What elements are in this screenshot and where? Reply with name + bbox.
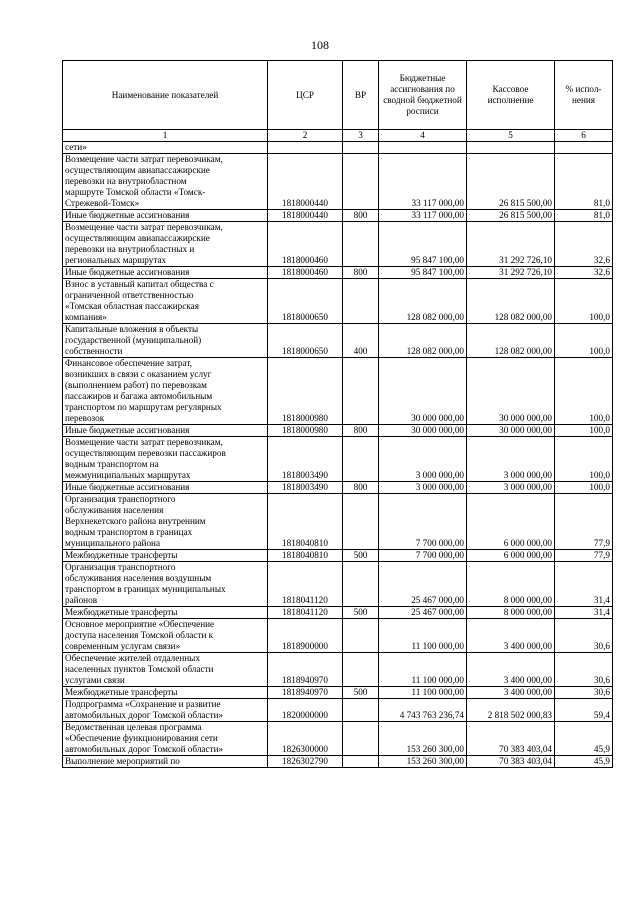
- row-cash-amount: 26 815 500,00: [467, 210, 555, 222]
- row-name: Ведомственная целевая программа «Обеспечение функционирования сети автомобильных дорог Томской области»: [63, 722, 268, 756]
- row-vr-code: [343, 562, 379, 607]
- row-execution-percent: 100,0: [555, 358, 613, 425]
- row-csr-code: 1826302790: [268, 756, 343, 768]
- row-cash-amount: 70 383 403,04: [467, 756, 555, 768]
- column-number-row: [63, 130, 613, 142]
- row-csr-code: 1818000440: [268, 210, 343, 222]
- row-budget-amount: 4 743 763 236,74: [379, 699, 467, 722]
- row-vr-code: 800: [343, 425, 379, 437]
- row-cash-amount: 128 082 000,00: [467, 279, 555, 324]
- row-execution-percent: 100,0: [555, 425, 613, 437]
- table-row: [63, 279, 613, 324]
- row-cash-amount: 31 292 726,10: [467, 222, 555, 267]
- row-budget-amount: 11 100 000,00: [379, 653, 467, 687]
- row-name: Иные бюджетные ассигнования: [63, 267, 268, 279]
- column-number: 2: [268, 130, 343, 142]
- header-name: Наименование показателей: [63, 61, 268, 130]
- row-vr-code: [343, 154, 379, 210]
- header-budget: Бюджетные ассигнования по сводной бюджетной росписи: [379, 61, 467, 130]
- row-csr-code: 1826300000: [268, 722, 343, 756]
- header-cash: Кассовое исполнение: [467, 61, 555, 130]
- row-csr-code: 1818000980: [268, 358, 343, 425]
- row-vr-code: [343, 699, 379, 722]
- row-name: Межбюджетные трансферты: [63, 607, 268, 619]
- row-csr-code: 1818000460: [268, 222, 343, 267]
- row-vr-code: [343, 279, 379, 324]
- row-name: Возмещение части затрат перевозчикам, осуществляющим авиапассажирские перевозки на внутриобластном маршруте Томской области «Томск- Стрежевой-Томск»: [63, 154, 268, 210]
- table-row: [63, 210, 613, 222]
- table-row: [63, 619, 613, 653]
- row-vr-code: 500: [343, 607, 379, 619]
- row-execution-percent: 31,4: [555, 562, 613, 607]
- row-cash-amount: 70 383 403,04: [467, 722, 555, 756]
- row-cash-amount: 31 292 726,10: [467, 267, 555, 279]
- row-name: Возмещение части затрат перевозчикам, осуществляющим авиапассажирские перевозки на внутриобластных и региональных маршрутах: [63, 222, 268, 267]
- row-cash-amount: 6 000 000,00: [467, 494, 555, 550]
- row-execution-percent: 59,4: [555, 699, 613, 722]
- row-budget-amount: 3 000 000,00: [379, 437, 467, 482]
- row-budget-amount: 128 082 000,00: [379, 324, 467, 358]
- row-vr-code: 500: [343, 550, 379, 562]
- row-execution-percent: 31,4: [555, 607, 613, 619]
- row-csr-code: 1818041120: [268, 562, 343, 607]
- column-number: 4: [379, 130, 467, 142]
- row-vr-code: [343, 756, 379, 768]
- row-csr-code: 1818900000: [268, 619, 343, 653]
- row-execution-percent: [555, 142, 613, 154]
- row-name: Обеспечение жителей отдаленных населенных пунктов Томской области услугами связи: [63, 653, 268, 687]
- row-budget-amount: 7 700 000,00: [379, 550, 467, 562]
- row-vr-code: [343, 142, 379, 154]
- row-cash-amount: 3 400 000,00: [467, 687, 555, 699]
- row-execution-percent: 100,0: [555, 437, 613, 482]
- row-cash-amount: 3 000 000,00: [467, 482, 555, 494]
- row-name: Основное мероприятие «Обеспечение доступа населения Томской области к современным услугам связи»: [63, 619, 268, 653]
- table-row: [63, 550, 613, 562]
- row-cash-amount: 3 000 000,00: [467, 437, 555, 482]
- row-csr-code: 1818000650: [268, 324, 343, 358]
- row-execution-percent: 30,6: [555, 687, 613, 699]
- row-csr-code: 1818040810: [268, 550, 343, 562]
- row-budget-amount: 11 100 000,00: [379, 687, 467, 699]
- row-vr-code: [343, 619, 379, 653]
- row-name: сети»: [63, 142, 268, 154]
- header-vr: ВР: [343, 61, 379, 130]
- table-row: [63, 324, 613, 358]
- row-budget-amount: 7 700 000,00: [379, 494, 467, 550]
- page-number: 108: [311, 38, 329, 52]
- row-budget-amount: 3 000 000,00: [379, 482, 467, 494]
- row-vr-code: [343, 722, 379, 756]
- row-vr-code: 800: [343, 482, 379, 494]
- row-cash-amount: 30 000 000,00: [467, 358, 555, 425]
- row-cash-amount: 8 000 000,00: [467, 607, 555, 619]
- row-budget-amount: 153 260 300,00: [379, 722, 467, 756]
- row-name: Капитальные вложения в объекты государственной (муниципальной) собственности: [63, 324, 268, 358]
- row-budget-amount: 30 000 000,00: [379, 425, 467, 437]
- table-row: [63, 653, 613, 687]
- row-vr-code: 800: [343, 210, 379, 222]
- row-execution-percent: 100,0: [555, 324, 613, 358]
- row-cash-amount: 3 400 000,00: [467, 619, 555, 653]
- row-execution-percent: 45,9: [555, 722, 613, 756]
- row-vr-code: [343, 222, 379, 267]
- row-name: Выполнение мероприятий по: [63, 756, 268, 768]
- row-execution-percent: 30,6: [555, 653, 613, 687]
- table-row: [63, 222, 613, 267]
- row-budget-amount: 128 082 000,00: [379, 279, 467, 324]
- row-execution-percent: 100,0: [555, 482, 613, 494]
- budget-execution-table: [62, 60, 613, 768]
- row-vr-code: 800: [343, 267, 379, 279]
- row-name: Иные бюджетные ассигнования: [63, 482, 268, 494]
- table-row: [63, 607, 613, 619]
- row-csr-code: 1818940970: [268, 687, 343, 699]
- row-csr-code: 1818940970: [268, 653, 343, 687]
- table-row: [63, 722, 613, 756]
- row-execution-percent: 100,0: [555, 279, 613, 324]
- row-budget-amount: 33 117 000,00: [379, 154, 467, 210]
- row-csr-code: 1818003490: [268, 482, 343, 494]
- row-budget-amount: 95 847 100,00: [379, 222, 467, 267]
- row-csr-code: 1818000650: [268, 279, 343, 324]
- row-vr-code: [343, 494, 379, 550]
- table-row: [63, 494, 613, 550]
- row-cash-amount: 6 000 000,00: [467, 550, 555, 562]
- table-row: [63, 154, 613, 210]
- row-vr-code: [343, 358, 379, 425]
- table-row: [63, 267, 613, 279]
- row-csr-code: 1818003490: [268, 437, 343, 482]
- table-row: [63, 562, 613, 607]
- row-name: Возмещение части затрат перевозчикам, осуществляющим перевозки пассажиров водным транспортом на межмуниципальных маршрутах: [63, 437, 268, 482]
- row-execution-percent: 81,0: [555, 154, 613, 210]
- row-execution-percent: 32,6: [555, 267, 613, 279]
- row-csr-code: 1818000460: [268, 267, 343, 279]
- column-number: 3: [343, 130, 379, 142]
- row-execution-percent: 81,0: [555, 210, 613, 222]
- row-execution-percent: 77,9: [555, 550, 613, 562]
- row-execution-percent: 32,6: [555, 222, 613, 267]
- row-name: Иные бюджетные ассигнования: [63, 425, 268, 437]
- table-header-row: [63, 61, 613, 130]
- row-csr-code: 1818041120: [268, 607, 343, 619]
- row-cash-amount: 8 000 000,00: [467, 562, 555, 607]
- column-number: 6: [555, 130, 613, 142]
- row-budget-amount: 25 467 000,00: [379, 562, 467, 607]
- row-budget-amount: 11 100 000,00: [379, 619, 467, 653]
- row-name: Взнос в уставный капитал общества с ограниченной ответственностью «Томская областная пассажирская компания»: [63, 279, 268, 324]
- row-cash-amount: 26 815 500,00: [467, 154, 555, 210]
- row-budget-amount: 30 000 000,00: [379, 358, 467, 425]
- column-number: 1: [63, 130, 268, 142]
- row-name: Иные бюджетные ассигнования: [63, 210, 268, 222]
- row-vr-code: [343, 653, 379, 687]
- row-csr-code: 1818040810: [268, 494, 343, 550]
- row-name: Организация транспортного обслуживания населения Верхнекетского района внутренним водным транспортом в границах муниципального района: [63, 494, 268, 550]
- row-budget-amount: 33 117 000,00: [379, 210, 467, 222]
- row-cash-amount: 128 082 000,00: [467, 324, 555, 358]
- row-budget-amount: 25 467 000,00: [379, 607, 467, 619]
- row-csr-code: [268, 142, 343, 154]
- row-execution-percent: 45,9: [555, 756, 613, 768]
- row-name: Организация транспортного обслуживания населения воздушным транспортом в границах муниципальных районов: [63, 562, 268, 607]
- row-cash-amount: 2 818 502 000,83: [467, 699, 555, 722]
- row-budget-amount: 153 260 300,00: [379, 756, 467, 768]
- table-row: [63, 425, 613, 437]
- table-row: [63, 756, 613, 768]
- column-number: 5: [467, 130, 555, 142]
- row-name: Финансовое обеспечение затрат, возникших в связи с оказанием услуг (выполнением работ) по перевозкам пассажиров и багажа автомобильным транспортом по маршрутам регулярных перевозок: [63, 358, 268, 425]
- table-row: [63, 358, 613, 425]
- table-row: [63, 437, 613, 482]
- row-cash-amount: [467, 142, 555, 154]
- table-body: [63, 130, 613, 768]
- row-execution-percent: 30,6: [555, 619, 613, 653]
- row-csr-code: 1818000980: [268, 425, 343, 437]
- row-csr-code: 1820000000: [268, 699, 343, 722]
- table-row: [63, 482, 613, 494]
- row-name: Подпрограмма «Сохранение и развитие автомобильных дорог Томской области»: [63, 699, 268, 722]
- row-budget-amount: [379, 142, 467, 154]
- row-execution-percent: 77,9: [555, 494, 613, 550]
- row-budget-amount: 95 847 100,00: [379, 267, 467, 279]
- row-name: Межбюджетные трансферты: [63, 550, 268, 562]
- row-cash-amount: 30 000 000,00: [467, 425, 555, 437]
- header-percent: % испол-нения: [555, 61, 613, 130]
- row-csr-code: 1818000440: [268, 154, 343, 210]
- row-name: Межбюджетные трансферты: [63, 687, 268, 699]
- header-csr: ЦСР: [268, 61, 343, 130]
- table-row: [63, 699, 613, 722]
- row-vr-code: 500: [343, 687, 379, 699]
- row-vr-code: 400: [343, 324, 379, 358]
- row-cash-amount: 3 400 000,00: [467, 653, 555, 687]
- table-row: [63, 142, 613, 154]
- row-vr-code: [343, 437, 379, 482]
- table-row: [63, 687, 613, 699]
